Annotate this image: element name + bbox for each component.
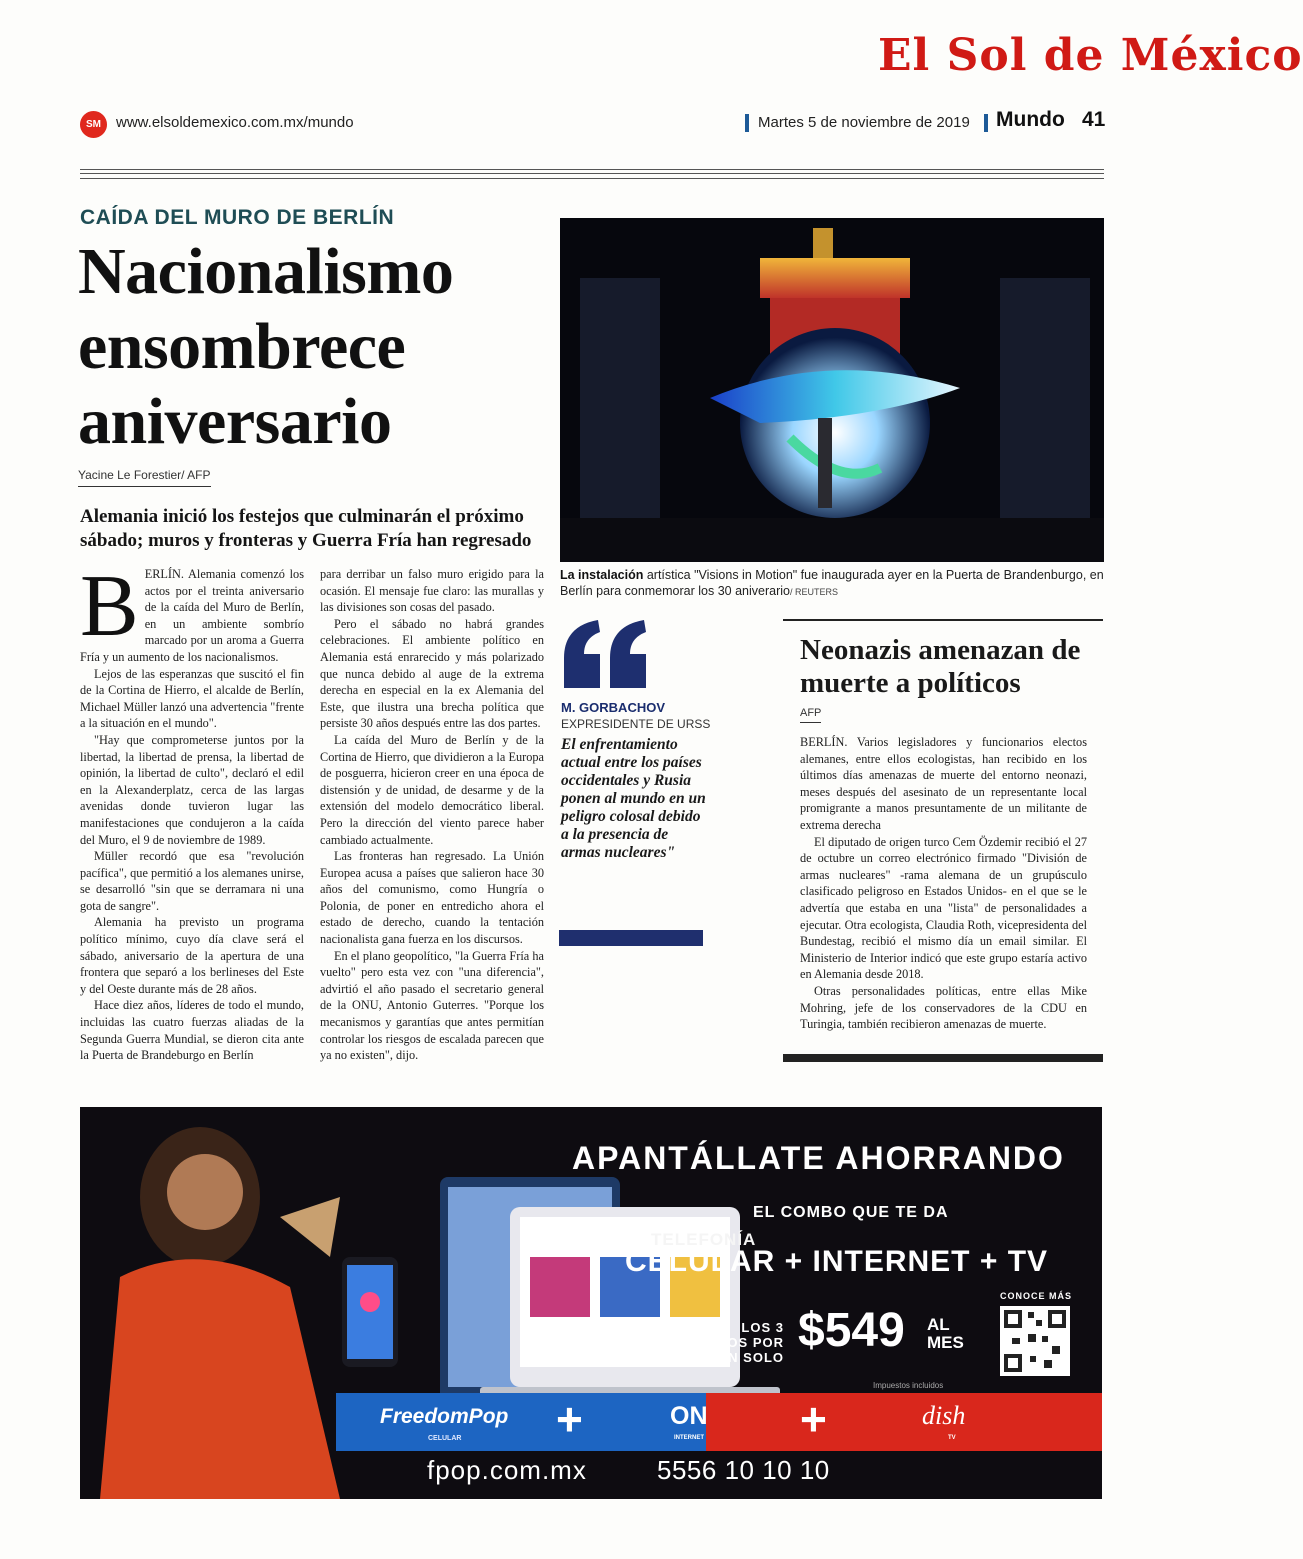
freedompop-logo: FreedomPop [380,1405,509,1428]
article-byline: Yacine Le Forestier/ AFP [78,468,211,487]
sidebar-paragraph: BERLÍN. Varios legisladores y funcionarios electos alemanes, entre ellos ecologistas, han recibido en los últimos días amenazas de muerte del entorno neonazi, meses después del asesinato de un representante local promigrante a manos presuntamente de un militante de extrema derecha [800,735,1087,832]
sidebar-bottom-rule [783,1054,1103,1062]
ad-website[interactable]: fpop.com.mx [427,1455,587,1485]
dish-logo: dish [922,1401,966,1430]
sidebar-byline: AFP [800,707,821,723]
ad-headline: APANTÁLLATE AHORRANDO [572,1140,1065,1176]
article-photo [560,218,1104,562]
sidebar-headline: Neonazis amenazan de muerte a políticos [800,634,1081,699]
article-kicker: CAÍDA DEL MURO DE BERLÍN [80,206,395,229]
article-column-1 [80,558,304,1064]
site-url[interactable]: www.elsoldemexico.com.mx/mundo [116,114,354,131]
photo-caption [560,567,1104,600]
ad-learn-more: CONOCE MÁS [1000,1291,1073,1301]
dish-sublabel: TV [948,1435,956,1441]
section-name: Mundo [996,108,1065,131]
article-column-2 [320,566,544,1064]
sidebar-top-rule [783,619,1103,621]
caption-text: artística "Visions in Motion" fue inaugurada ayer en la Puerta de Brandenburgo, en Berlín para conmemorar los 30 aniverario [560,568,1104,598]
article-dek: Alemania inició los festejos que culminarán el próximo sábado; muros y fronteras y Guerra Fría han regresado [80,506,532,551]
quote-mark-icon [560,620,652,692]
ad-brand-band-red [706,1393,1102,1451]
sidebar-body [800,734,1087,1033]
newspaper-masthead: El Sol de México [878,30,1303,81]
quote-author: M. GORBACHOV [561,700,665,715]
caption-lead: La instalación [560,568,644,582]
article-paragraph: Müller recordó que esa "revolución pacífica", que permitió a los alemanes unirse, se desarrolló "sin que se derramara ni una gota de sangre". [80,849,304,913]
article-paragraph: ERLÍN. Alemania comenzó los actos por el treinta aniversario de la caída del Muro de Berlín, en un ambiente sombrío marcado por un aroma a Guerra Fría y un aumento de los nacionalismos. [80,567,304,664]
on-logo: ON [670,1402,708,1430]
plus-icon: + [556,1393,583,1445]
quote-author-role: EXPRESIDENTE DE URSS [561,717,711,731]
header-divider [745,114,749,132]
drop-cap: B [80,558,139,655]
header-rule [80,178,1104,179]
page-number: 41 [1082,108,1106,131]
ad-services-count: LOS 3 SERVICIOS POR TAN SOLO [668,1320,784,1365]
sidebar-paragraph: Otras personalidades políticas, entre ellas Mike Mohring, jefe de los conservadores de la CDU en Turingia, también recibieron amenazas de muerte. [800,983,1087,1032]
header-rule [80,169,1104,170]
article-paragraph: Las fronteras han regresado. La Unión Europea acusa a países que salieron hace 30 años del comunismo, como Hungría o Polonia, de poner en entredicho ahora el estado de derecho, cuando la tentación nacionalista gana fuerza en los discursos. [320,849,544,947]
brandenburg-gate-illustration [560,218,1104,562]
article-paragraph: La caída del Muro de Berlín y de la Cortina de Hierro, que dividieron a la Europa de posguerra, hicieron creer en una época de distensión y de unidad, de desarme y de la extensión del modelo democrático liberal. Pero la dirección del viento parece haber cambiado actualmente. [320,732,544,847]
article-paragraph: Pero el sábado no habrá grandes celebraciones. El ambiente político en Alemania está enrarecido y más polarizado que nunca debido al auge de la extrema derecha en especial en la ex Alemania del Este, que ilustra una brecha política que persiste 30 años después entre las dos partes. [320,616,544,731]
ad-price: $549 [798,1304,905,1357]
plus-icon: + [800,1393,827,1445]
freedompop-sublabel: CELULAR [428,1435,462,1442]
ad-taxes-note: Impuestos incluidos [873,1381,944,1390]
ad-telefonia: TELEFONÍA [651,1230,757,1249]
on-sublabel: INTERNET [674,1435,704,1441]
article-paragraph: "Hay que comprometerse juntos por la libertad, la libertad de prensa, la libertad de opinión, la libertad de culto", declaró el edil en la Alexanderplatz, cerca de las largas avenidas donde tuvieron lugar las manifestaciones que condujeron a la caída del Muro, el 9 de noviembre de 1989. [80,732,304,847]
header-rule [80,173,1104,174]
article-paragraph: Hace diez años, líderes de todo el mundo, incluidas las cuatro fuerzas aliadas de la Segunda Guerra Mundial, se dieron cita ante la Puerta de Brandeburgo en Berlín [80,998,304,1063]
sidebar-paragraph: El diputado de origen turco Cem Özdemir recibió el 27 de octubre un correo electrónico firmado "División de armas nucleares" -rama alemana de un grupúsculo clasificado peligroso en Estados Unidos- en el que se le advertía que estaba en una "lista" de personalidades a ejecutar. Otra ecologista, Claudia Roth, vicepresidenta del Bundestag, recibió el mismo día un email similar. El Ministerio de Interior indicó que este grupo estaría activo en Alemania desde 2018. [800,834,1087,982]
article-headline: Nacionalismo ensombrece aniversario [78,235,454,458]
ad-services: CELULAR + INTERNET + TV [625,1245,1049,1278]
ad-combo-text: EL COMBO QUE TE DA [753,1204,949,1221]
article-paragraph: Lejos de las esperanzas que suscitó el fin de la Cortina de Hierro, el alcalde de Berlín, Michael Müller lanzó una advertencia "frente a la situación en el mundo". [80,666,304,731]
ad-phone-number[interactable]: 5556 10 10 10 [657,1455,830,1485]
article-paragraph: En el plano geopolítico, "la Guerra Fría ha vuelto" pero esta vez con "una diferencia", advirtió el año pasado el secretario general de la ONU, Antonio Guterres. "Porque los mecanismos y garantías que antes permitían controlar los riesgos de escalada parecen que ya no existen", dijo. [320,948,544,1063]
quote-text: El enfrentamiento actual entre los países occidentales y Rusia ponen al mundo en un peligro colosal debido a la presencia de armas nucleares" [561,736,706,861]
header-divider [984,114,988,132]
ad-per-month: AL MES [927,1315,964,1352]
logo-badge-icon: SM [80,111,107,138]
quote-bar [559,930,703,946]
article-paragraph: Alemania ha previsto un programa político mínimo, cuyo día clave será el sábado, aniversario de la apertura de una frontera que separó a los berlineses del Este y del Oeste durante más de 28 años. [80,915,304,996]
article-paragraph: para derribar un falso muro erigido para la ocasión. El mensaje fue claro: las murallas y las divisiones son cosas del pasado. [320,567,544,615]
qr-code-icon[interactable] [1000,1306,1070,1376]
photo-credit: / REUTERS [789,587,838,597]
issue-date: Martes 5 de noviembre de 2019 [758,114,970,131]
